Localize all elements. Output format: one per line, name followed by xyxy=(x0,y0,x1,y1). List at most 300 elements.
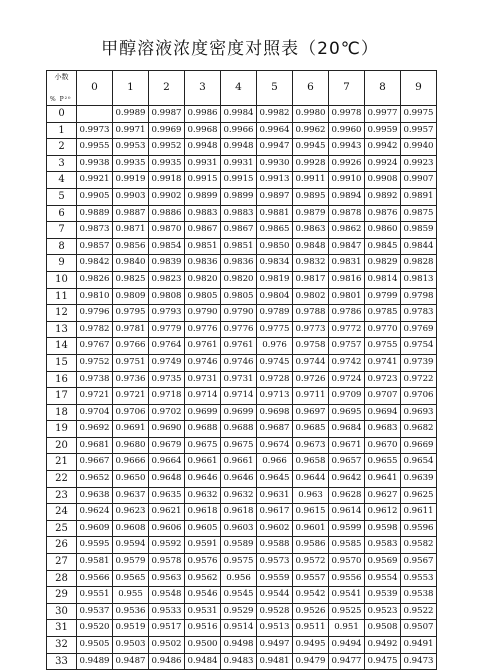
table-row xyxy=(47,222,437,239)
table-row xyxy=(47,421,437,438)
table-cell: 0.9679 xyxy=(149,437,185,454)
table-cell: 0.9520 xyxy=(77,620,113,637)
table-cell: 0.9752 xyxy=(77,354,113,371)
table-cell: 0.9907 xyxy=(401,172,437,189)
table-cell: 0.9871 xyxy=(113,222,149,239)
table-cell: 0.9776 xyxy=(185,321,221,338)
table-cell: 0.9782 xyxy=(77,321,113,338)
table-cell: 0.9588 xyxy=(257,537,293,554)
table-cell: 0.9935 xyxy=(113,155,149,172)
table-cell: 0.9865 xyxy=(257,222,293,239)
table-row xyxy=(47,570,437,587)
table-cell: 0.9721 xyxy=(77,388,113,405)
table-cell: 0.9887 xyxy=(113,205,149,222)
table-cell: 0.9867 xyxy=(185,222,221,239)
table-cell: 0.9603 xyxy=(221,520,257,537)
row-header: 6 xyxy=(47,205,77,222)
table-cell: 0.9776 xyxy=(221,321,257,338)
table-cell: 0.9755 xyxy=(365,338,401,355)
table-cell: 0.9548 xyxy=(149,587,185,604)
table-cell: 0.9723 xyxy=(365,371,401,388)
table-cell: 0.9902 xyxy=(149,188,185,205)
table-cell: 0.9536 xyxy=(113,603,149,620)
table-cell: 0.9796 xyxy=(77,305,113,322)
row-header: 31 xyxy=(47,620,77,637)
table-cell: 0.9692 xyxy=(77,421,113,438)
table-cell: 0.9721 xyxy=(113,388,149,405)
table-cell: 0.9918 xyxy=(149,172,185,189)
table-cell: 0.9766 xyxy=(113,338,149,355)
row-header: 21 xyxy=(47,454,77,471)
table-cell: 0.9764 xyxy=(149,338,185,355)
table-cell: 0.9746 xyxy=(185,354,221,371)
table-cell: 0.976 xyxy=(257,338,293,355)
table-cell: 0.9615 xyxy=(293,504,329,521)
table-cell: 0.9801 xyxy=(329,288,365,305)
table-cell: 0.9569 xyxy=(365,554,401,571)
table-cell: 0.9781 xyxy=(113,321,149,338)
table-cell: 0.9582 xyxy=(401,537,437,554)
row-header: 20 xyxy=(47,437,77,454)
table-cell: 0.9724 xyxy=(329,371,365,388)
table-cell: 0.9674 xyxy=(257,437,293,454)
table-cell: 0.9745 xyxy=(257,354,293,371)
table-body xyxy=(47,71,437,670)
table-cell: 0.9850 xyxy=(257,238,293,255)
table-cell: 0.9831 xyxy=(329,255,365,272)
table-cell: 0.9986 xyxy=(185,106,221,123)
table-cell: 0.9570 xyxy=(329,554,365,571)
table-cell: 0.955 xyxy=(113,587,149,604)
row-header: 3 xyxy=(47,155,77,172)
table-cell: 0.9707 xyxy=(365,388,401,405)
table-cell: 0.9962 xyxy=(293,122,329,139)
table-cell: 0.9618 xyxy=(221,504,257,521)
table-cell: 0.9539 xyxy=(365,587,401,604)
table-row xyxy=(47,106,437,123)
row-header: 14 xyxy=(47,338,77,355)
table-row xyxy=(47,255,437,272)
table-cell: 0.9546 xyxy=(185,587,221,604)
table-cell: 0.9523 xyxy=(365,603,401,620)
row-header: 30 xyxy=(47,603,77,620)
table-cell: 0.9975 xyxy=(401,106,437,123)
corner-cell xyxy=(47,71,77,106)
table-cell: 0.9987 xyxy=(149,106,185,123)
table-cell: 0.9789 xyxy=(257,305,293,322)
table-row xyxy=(47,520,437,537)
table-cell: 0.9650 xyxy=(113,471,149,488)
table-cell: 0.9785 xyxy=(365,305,401,322)
table-cell: 0.9475 xyxy=(365,653,401,670)
table-cell: 0.9889 xyxy=(77,205,113,222)
column-header: 5 xyxy=(257,71,293,106)
page-title: 甲醇溶液浓度密度对照表（20℃） xyxy=(101,39,379,59)
table-cell: 0.9486 xyxy=(149,653,185,670)
table-cell: 0.9608 xyxy=(113,520,149,537)
table-cell: 0.9627 xyxy=(365,487,401,504)
table-cell: 0.9930 xyxy=(257,155,293,172)
table-cell: 0.9718 xyxy=(149,388,185,405)
table-cell: 0.9926 xyxy=(329,155,365,172)
table-cell: 0.9714 xyxy=(185,388,221,405)
table-cell: 0.9684 xyxy=(329,421,365,438)
table-cell: 0.9989 xyxy=(113,106,149,123)
table-cell: 0.963 xyxy=(293,487,329,504)
table-cell: 0.9790 xyxy=(185,305,221,322)
column-header: 1 xyxy=(113,71,149,106)
row-header: 9 xyxy=(47,255,77,272)
table-cell: 0.9513 xyxy=(257,620,293,637)
table-cell: 0.9507 xyxy=(401,620,437,637)
table-cell: 0.9873 xyxy=(77,222,113,239)
table-cell: 0.9980 xyxy=(293,106,329,123)
table-cell: 0.9602 xyxy=(257,520,293,537)
table-cell: 0.9836 xyxy=(185,255,221,272)
table-cell: 0.9681 xyxy=(77,437,113,454)
table-cell: 0.9638 xyxy=(77,487,113,504)
table-row xyxy=(47,122,437,139)
corner-label-bottom: % P²⁰ xyxy=(50,96,72,103)
table-cell: 0.9601 xyxy=(293,520,329,537)
table-cell: 0.9612 xyxy=(365,504,401,521)
table-cell: 0.9706 xyxy=(401,388,437,405)
table-cell: 0.9820 xyxy=(221,271,257,288)
table-cell: 0.9722 xyxy=(401,371,437,388)
table-cell: 0.9699 xyxy=(185,404,221,421)
table-cell: 0.9860 xyxy=(365,222,401,239)
table-cell: 0.9847 xyxy=(329,238,365,255)
table-cell: 0.9863 xyxy=(293,222,329,239)
table-cell: 0.9557 xyxy=(293,570,329,587)
table-cell: 0.9876 xyxy=(365,205,401,222)
table-cell: 0.9804 xyxy=(257,288,293,305)
row-header: 26 xyxy=(47,537,77,554)
table-row xyxy=(47,139,437,156)
table-cell: 0.9948 xyxy=(185,139,221,156)
table-cell: 0.9541 xyxy=(329,587,365,604)
table-cell: 0.9795 xyxy=(113,305,149,322)
table-cell: 0.9905 xyxy=(77,188,113,205)
table-cell: 0.9895 xyxy=(293,188,329,205)
table-cell: 0.9529 xyxy=(221,603,257,620)
table-cell: 0.9688 xyxy=(185,421,221,438)
table-cell: 0.9690 xyxy=(149,421,185,438)
table-cell: 0.9713 xyxy=(257,388,293,405)
table-cell: 0.9655 xyxy=(365,454,401,471)
table-cell: 0.9675 xyxy=(221,437,257,454)
column-header: 0 xyxy=(77,71,113,106)
table-cell: 0.9491 xyxy=(401,637,437,654)
table-row xyxy=(47,371,437,388)
table-cell: 0.9829 xyxy=(365,255,401,272)
row-header: 22 xyxy=(47,471,77,488)
table-cell: 0.9500 xyxy=(185,637,221,654)
table-cell: 0.9899 xyxy=(185,188,221,205)
table-cell: 0.9623 xyxy=(113,504,149,521)
row-header: 11 xyxy=(47,288,77,305)
table-cell: 0.9533 xyxy=(149,603,185,620)
table-cell: 0.9556 xyxy=(329,570,365,587)
table-cell: 0.9618 xyxy=(185,504,221,521)
table-cell: 0.9728 xyxy=(257,371,293,388)
row-header: 32 xyxy=(47,637,77,654)
table-cell xyxy=(77,106,113,123)
table-cell: 0.9625 xyxy=(401,487,437,504)
table-cell: 0.9883 xyxy=(185,205,221,222)
table-cell: 0.9746 xyxy=(221,354,257,371)
table-cell: 0.9673 xyxy=(293,437,329,454)
table-cell: 0.9805 xyxy=(221,288,257,305)
table-cell: 0.9563 xyxy=(149,570,185,587)
table-cell: 0.9894 xyxy=(329,188,365,205)
row-header: 0 xyxy=(47,106,77,123)
table-cell: 0.9851 xyxy=(221,238,257,255)
table-cell: 0.9645 xyxy=(257,471,293,488)
table-cell: 0.9891 xyxy=(401,188,437,205)
row-header: 4 xyxy=(47,172,77,189)
column-header: 7 xyxy=(329,71,365,106)
table-cell: 0.9739 xyxy=(401,354,437,371)
table-cell: 0.9820 xyxy=(185,271,221,288)
table-cell: 0.9528 xyxy=(257,603,293,620)
table-cell: 0.9567 xyxy=(401,554,437,571)
table-cell: 0.9502 xyxy=(149,637,185,654)
column-header: 9 xyxy=(401,71,437,106)
table-cell: 0.9862 xyxy=(329,222,365,239)
table-cell: 0.9693 xyxy=(401,404,437,421)
table-cell: 0.9767 xyxy=(77,338,113,355)
table-cell: 0.9775 xyxy=(257,321,293,338)
table-cell: 0.951 xyxy=(329,620,365,637)
table-cell: 0.9594 xyxy=(113,537,149,554)
density-table xyxy=(46,70,437,670)
table-cell: 0.9769 xyxy=(401,321,437,338)
table-cell: 0.9802 xyxy=(293,288,329,305)
table-cell: 0.9856 xyxy=(113,238,149,255)
table-cell: 0.9770 xyxy=(365,321,401,338)
table-cell: 0.9816 xyxy=(329,271,365,288)
table-cell: 0.9709 xyxy=(329,388,365,405)
table-cell: 0.9631 xyxy=(257,487,293,504)
table-cell: 0.9581 xyxy=(77,554,113,571)
table-row xyxy=(47,354,437,371)
table-cell: 0.9576 xyxy=(185,554,221,571)
table-cell: 0.9635 xyxy=(149,487,185,504)
table-cell: 0.9751 xyxy=(113,354,149,371)
table-cell: 0.9503 xyxy=(113,637,149,654)
table-cell: 0.9793 xyxy=(149,305,185,322)
table-cell: 0.9947 xyxy=(257,139,293,156)
table-cell: 0.9886 xyxy=(149,205,185,222)
table-cell: 0.9714 xyxy=(221,388,257,405)
table-row xyxy=(47,188,437,205)
table-row xyxy=(47,172,437,189)
row-header: 10 xyxy=(47,271,77,288)
table-cell: 0.9579 xyxy=(113,554,149,571)
table-cell: 0.9960 xyxy=(329,122,365,139)
table-row xyxy=(47,404,437,421)
table-cell: 0.9736 xyxy=(113,371,149,388)
table-cell: 0.9883 xyxy=(221,205,257,222)
table-cell: 0.9982 xyxy=(257,106,293,123)
table-cell: 0.9945 xyxy=(293,139,329,156)
table-cell: 0.9915 xyxy=(221,172,257,189)
table-cell: 0.9738 xyxy=(77,371,113,388)
table-cell: 0.9483 xyxy=(221,653,257,670)
row-header: 25 xyxy=(47,520,77,537)
table-cell: 0.9644 xyxy=(293,471,329,488)
table-cell: 0.9825 xyxy=(113,271,149,288)
table-cell: 0.9968 xyxy=(185,122,221,139)
row-header: 29 xyxy=(47,587,77,604)
table-cell: 0.9525 xyxy=(329,603,365,620)
table-cell: 0.9892 xyxy=(365,188,401,205)
row-header: 16 xyxy=(47,371,77,388)
table-cell: 0.9654 xyxy=(401,454,437,471)
table-cell: 0.9966 xyxy=(221,122,257,139)
row-header: 18 xyxy=(47,404,77,421)
table-cell: 0.9851 xyxy=(185,238,221,255)
table-cell: 0.9492 xyxy=(365,637,401,654)
table-row xyxy=(47,388,437,405)
table-cell: 0.9544 xyxy=(257,587,293,604)
table-cell: 0.9699 xyxy=(221,404,257,421)
row-header: 15 xyxy=(47,354,77,371)
table-cell: 0.9875 xyxy=(401,205,437,222)
table-cell: 0.9953 xyxy=(113,139,149,156)
table-cell: 0.9786 xyxy=(329,305,365,322)
table-cell: 0.9823 xyxy=(149,271,185,288)
table-cell: 0.9687 xyxy=(257,421,293,438)
table-row xyxy=(47,338,437,355)
table-cell: 0.9554 xyxy=(365,570,401,587)
table-cell: 0.9661 xyxy=(221,454,257,471)
table-cell: 0.9867 xyxy=(221,222,257,239)
row-header: 23 xyxy=(47,487,77,504)
table-row xyxy=(47,155,437,172)
table-cell: 0.9646 xyxy=(221,471,257,488)
table-cell: 0.9484 xyxy=(185,653,221,670)
table-cell: 0.9911 xyxy=(293,172,329,189)
table-cell: 0.956 xyxy=(221,570,257,587)
table-cell: 0.9754 xyxy=(401,338,437,355)
table-cell: 0.9832 xyxy=(293,255,329,272)
table-cell: 0.9682 xyxy=(401,421,437,438)
table-cell: 0.9859 xyxy=(401,222,437,239)
row-header: 7 xyxy=(47,222,77,239)
table-cell: 0.9955 xyxy=(77,139,113,156)
row-header: 1 xyxy=(47,122,77,139)
table-cell: 0.9808 xyxy=(149,288,185,305)
table-cell: 0.9517 xyxy=(149,620,185,637)
row-header: 33 xyxy=(47,653,77,670)
table-cell: 0.9935 xyxy=(149,155,185,172)
table-cell: 0.9744 xyxy=(293,354,329,371)
table-cell: 0.9573 xyxy=(257,554,293,571)
table-cell: 0.9606 xyxy=(149,520,185,537)
table-cell: 0.9969 xyxy=(149,122,185,139)
table-cell: 0.9919 xyxy=(113,172,149,189)
table-cell: 0.9840 xyxy=(113,255,149,272)
table-cell: 0.9978 xyxy=(329,106,365,123)
table-cell: 0.9854 xyxy=(149,238,185,255)
table-cell: 0.9516 xyxy=(185,620,221,637)
table-cell: 0.9537 xyxy=(77,603,113,620)
table-cell: 0.9903 xyxy=(113,188,149,205)
table-cell: 0.9897 xyxy=(257,188,293,205)
row-header: 8 xyxy=(47,238,77,255)
table-cell: 0.9680 xyxy=(113,437,149,454)
table-cell: 0.9545 xyxy=(221,587,257,604)
column-header: 6 xyxy=(293,71,329,106)
table-cell: 0.9697 xyxy=(293,404,329,421)
table-cell: 0.9749 xyxy=(149,354,185,371)
table-row xyxy=(47,288,437,305)
table-cell: 0.9758 xyxy=(293,338,329,355)
table-cell: 0.9726 xyxy=(293,371,329,388)
table-cell: 0.9669 xyxy=(401,437,437,454)
table-cell: 0.966 xyxy=(257,454,293,471)
table-cell: 0.9658 xyxy=(293,454,329,471)
table-cell: 0.9834 xyxy=(257,255,293,272)
table-cell: 0.9984 xyxy=(221,106,257,123)
table-cell: 0.9814 xyxy=(365,271,401,288)
table-cell: 0.9508 xyxy=(365,620,401,637)
table-cell: 0.9583 xyxy=(365,537,401,554)
table-cell: 0.9670 xyxy=(365,437,401,454)
row-header: 27 xyxy=(47,554,77,571)
table-cell: 0.9813 xyxy=(401,271,437,288)
table-cell: 0.9473 xyxy=(401,653,437,670)
table-cell: 0.9522 xyxy=(401,603,437,620)
table-cell: 0.9910 xyxy=(329,172,365,189)
table-cell: 0.9586 xyxy=(293,537,329,554)
table-cell: 0.9498 xyxy=(221,637,257,654)
table-cell: 0.9828 xyxy=(401,255,437,272)
table-cell: 0.9578 xyxy=(149,554,185,571)
table-row xyxy=(47,487,437,504)
table-cell: 0.9735 xyxy=(149,371,185,388)
table-cell: 0.9565 xyxy=(113,570,149,587)
table-cell: 0.9913 xyxy=(257,172,293,189)
table-cell: 0.9519 xyxy=(113,620,149,637)
table-row xyxy=(47,603,437,620)
column-header: 8 xyxy=(365,71,401,106)
table-cell: 0.9624 xyxy=(77,504,113,521)
table-cell: 0.9494 xyxy=(329,637,365,654)
table-cell: 0.9683 xyxy=(365,421,401,438)
table-cell: 0.9928 xyxy=(293,155,329,172)
table-cell: 0.9479 xyxy=(293,653,329,670)
table-cell: 0.9538 xyxy=(401,587,437,604)
table-cell: 0.9646 xyxy=(185,471,221,488)
table-cell: 0.9688 xyxy=(221,421,257,438)
row-header: 17 xyxy=(47,388,77,405)
table-cell: 0.9542 xyxy=(293,587,329,604)
table-cell: 0.9959 xyxy=(365,122,401,139)
row-header: 12 xyxy=(47,305,77,322)
table-cell: 0.9741 xyxy=(365,354,401,371)
table-cell: 0.9621 xyxy=(149,504,185,521)
table-row xyxy=(47,321,437,338)
table-row xyxy=(47,238,437,255)
table-cell: 0.9943 xyxy=(329,139,365,156)
table-cell: 0.9526 xyxy=(293,603,329,620)
table-cell: 0.9477 xyxy=(329,653,365,670)
table-cell: 0.9848 xyxy=(293,238,329,255)
row-header: 5 xyxy=(47,188,77,205)
